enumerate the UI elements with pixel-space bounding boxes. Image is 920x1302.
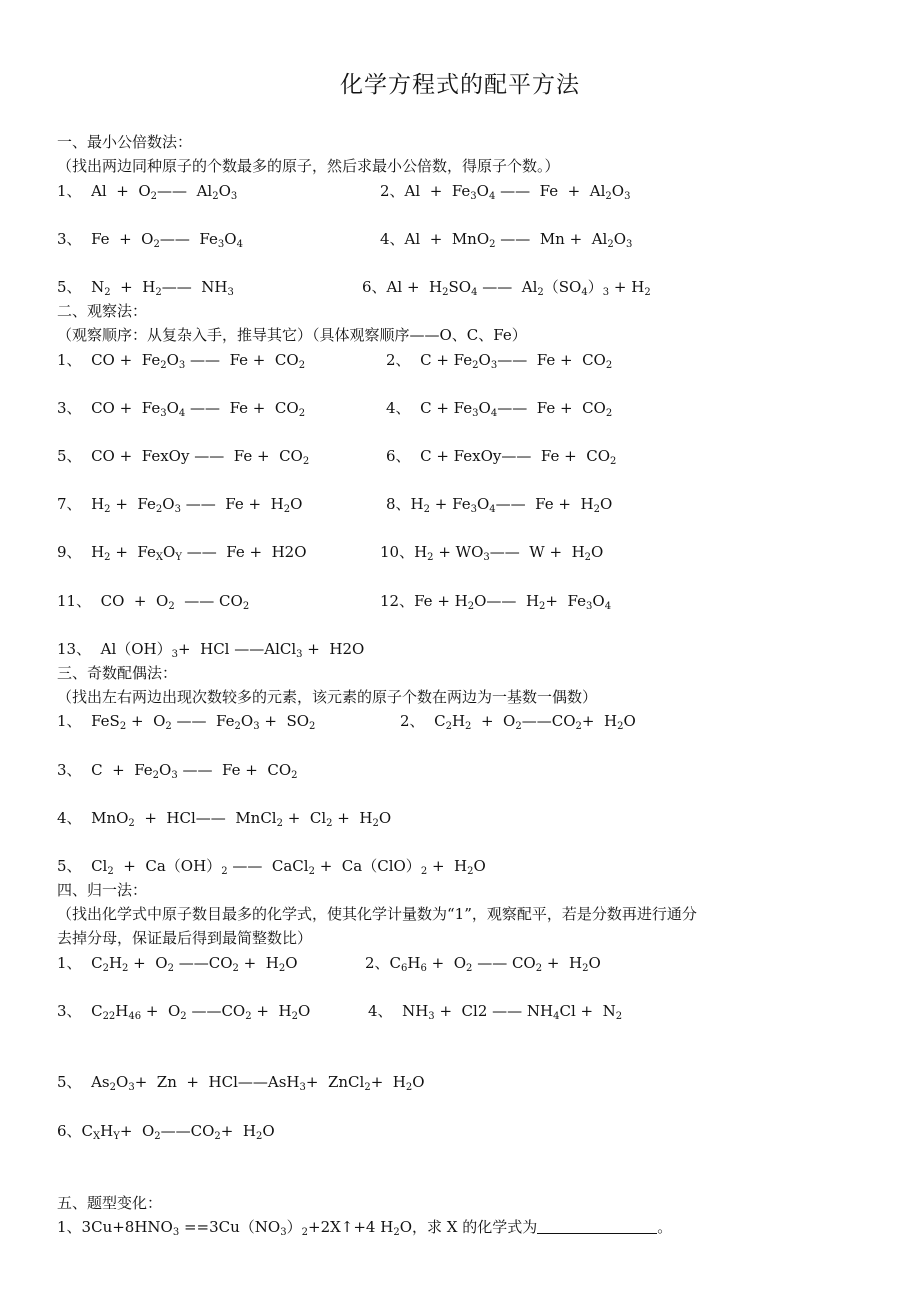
equation: 3、 CO + $Fe_3O_4$ —— $Fe + CO_2$ — [57, 399, 306, 419]
equation: 8、$H_2$ + $Fe_3O_4——$ $Fe + H_2O$ — [386, 495, 613, 515]
section-note: （找出化学式中原子数目最多的化学式，使其化学计量数为“1”，观察配平，若是分数再进行通分 — [57, 905, 697, 923]
equation: 3、 $C_{22}H_{46} + O_2$ $——CO_2 + H_2O$ — [57, 1002, 311, 1022]
equation: 2、$C_6H_6 + O_2$ —— $CO_2 + H_2O$ — [365, 954, 601, 974]
section-heading: 五、题型变化： — [57, 1194, 163, 1212]
section-heading: 四、归一法： — [57, 881, 148, 899]
equation: 4、 $NH_3 + Cl2$ —— $NH_4Cl + N_2$ — [368, 1002, 623, 1022]
section-note: （找出两边同种原子的个数最多的原子，然后求最小公倍数，得原子个数。） — [57, 157, 560, 175]
page-title: 化学方程式的配平方法 — [340, 72, 580, 98]
section-heading: 一、最小公倍数法： — [57, 133, 193, 151]
equation: 5、 $As_2O_3+ Zn$ + HCl——AsH$_3$+ ZnCl$_2$+ $H_2O$ — [57, 1073, 425, 1093]
section-heading: 三、奇数配偶法： — [57, 664, 178, 682]
equation: 1、 $Al + O_2——$ $Al_2O_3$ — [57, 182, 238, 202]
section-note: （找出左右两边出现次数较多的元素，该元素的原子个数在两边为一基数一偶数） — [57, 688, 598, 706]
equation: 6、 C + FexOy—— $Fe + CO_2$ — [386, 447, 617, 467]
equation: 2、 $C + Fe_2O_3——$ $Fe + CO_2$ — [386, 351, 613, 371]
equation: 1、 CO + $Fe_2O_3$ —— $Fe + CO_2$ — [57, 351, 306, 371]
equation: 13、 $Al(OH)_3+$ HCl ——AlCl$_3$ + H2O — [57, 640, 365, 660]
equation: 5、 $N_2$ + $H_2——$ $NH_3$ — [57, 278, 234, 298]
equation: 2、$Al + Fe_3O_4$ —— $Fe + Al_2O_3$ — [380, 182, 631, 202]
equation: 9、 $H_2 + Fe_XO_Y$ —— Fe + H2O — [57, 543, 307, 563]
section-note: （观察顺序：从复杂入手，推导其它）（具体观察顺序——O、C、Fe） — [57, 326, 527, 344]
equation: 4、Al + MnO$_2$ —— $Mn + Al_2O_3$ — [380, 230, 633, 250]
equation: 12、$Fe + H_2O——$ $H_2+ Fe_3O_4$ — [380, 592, 612, 612]
equation: 1、 $C_2H_2 + O_2$ $——CO_2 + H_2O$ — [57, 954, 298, 974]
equation: 3、 $C + Fe_2O_3$ —— $Fe + CO_2$ — [57, 761, 298, 781]
equation: 5、 CO + FexOy —— $Fe + CO_2$ — [57, 447, 310, 467]
equation: 4、 MnO$_2$ + HCl—— MnCl$_2$ + $Cl_2 + H_2O$ — [57, 809, 392, 829]
equation: 11、 CO + $O_2$ —— $CO_2$ — [57, 592, 250, 612]
equation: 7、 $H_2 + Fe_2O_3$ —— $Fe + H_2O$ — [57, 495, 303, 515]
section-note: 去掉分母，保证最后得到最简整数比） — [57, 929, 313, 947]
answer-blank[interactable] — [537, 1219, 657, 1234]
equation: 6、$Al + H_2SO_4$ —— $Al_2(SO_4)_3 + H_2$ — [362, 278, 651, 298]
equation: 2、 $C_2H_2$ + $O_2——CO_2+ H_2O$ — [400, 712, 636, 732]
equation: 10、$H_2$ + $WO_3——$ $W + H_2O$ — [380, 543, 604, 563]
section-heading: 二、观察法： — [57, 302, 148, 320]
equation: 1、 $FeS_2 + O_2$ —— $Fe_2O_3 + SO_2$ — [57, 712, 316, 732]
equation: 3、 $Fe + O_2——$ $Fe_3O_4$ — [57, 230, 243, 250]
equation: 5、 $Cl_2 + Ca(OH)_2$ —— CaCl$_2$ + $Ca(ClO)_2 + H_2O$ — [57, 857, 486, 877]
question-line: 1、$3Cu+8HNO_3$ $==3Cu(NO_3)_2+2X↑+4$ $H_2O$，求 X 的化学式为 。 — [57, 1218, 673, 1238]
equation: 4、 $C + Fe_3O_4——$ $Fe + CO_2$ — [386, 399, 613, 419]
equation: 6、$C_XH_Y+$ $O_2——CO_2+ H_2O$ — [57, 1122, 275, 1142]
